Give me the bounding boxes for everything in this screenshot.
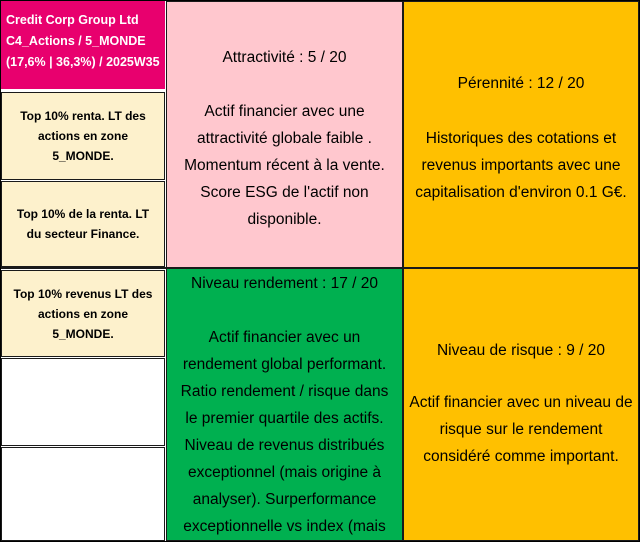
asset-title-cell (1, 1, 165, 89)
asset-category: C4_Actions / 5_MONDE (6, 34, 146, 48)
side-cell-renta-secteur (1, 181, 165, 267)
attractivite-text: Actif financier avec une attractivité globale faible . Momentum récent à la vente. Score ESG de l'actif non disponible. (184, 103, 385, 228)
side-cell-renta-secteur-text: Top 10% de la renta. LT du secteur Finance. (16, 207, 150, 241)
attractivite-block (166, 1, 403, 268)
side-cell-empty-2 (1, 447, 165, 541)
perennite-title: Pérennité : 12 / 20 (457, 75, 585, 92)
rendement-text: Actif financier avec un rendement global performant. Ratio rendement / risque dans le premier quartile des actifs. Niveau de revenus distribués exceptionnel (mais origine à analyser). Surperformance exceptionnelle vs index (mais (180, 329, 389, 535)
rendement-title: Niveau rendement : 17 / 20 (191, 275, 378, 292)
side-cell-revenus-zone-text: Top 10% revenus LT des actions en zone 5_MONDE. (13, 286, 153, 341)
side-cell-renta-zone (1, 92, 165, 180)
side-cell-empty-1 (1, 358, 165, 446)
side-cell-renta-zone-text: Top 10% renta. LT des actions en zone 5_MONDE. (20, 109, 146, 163)
risque-text: Actif financier avec un niveau de risque sur le rendement considéré comme important. (409, 394, 633, 465)
perennite-text: Historiques des cotations et revenus importants avec une capitalisation d'environ 0.1 G€. (415, 130, 627, 201)
risque-title: Niveau de risque : 9 / 20 (436, 342, 606, 359)
asset-name: Credit Corp Group Ltd (6, 13, 139, 27)
middle-divider (1, 267, 640, 269)
asset-stats: (17,6% | 36,3%) / 2025W35 (6, 55, 160, 69)
risque-block (403, 268, 639, 541)
perennite-block (403, 1, 639, 268)
attractivite-title: Attractivité : 5 / 20 (222, 49, 347, 66)
rendement-block (166, 268, 403, 541)
side-cell-revenus-zone (1, 270, 165, 357)
